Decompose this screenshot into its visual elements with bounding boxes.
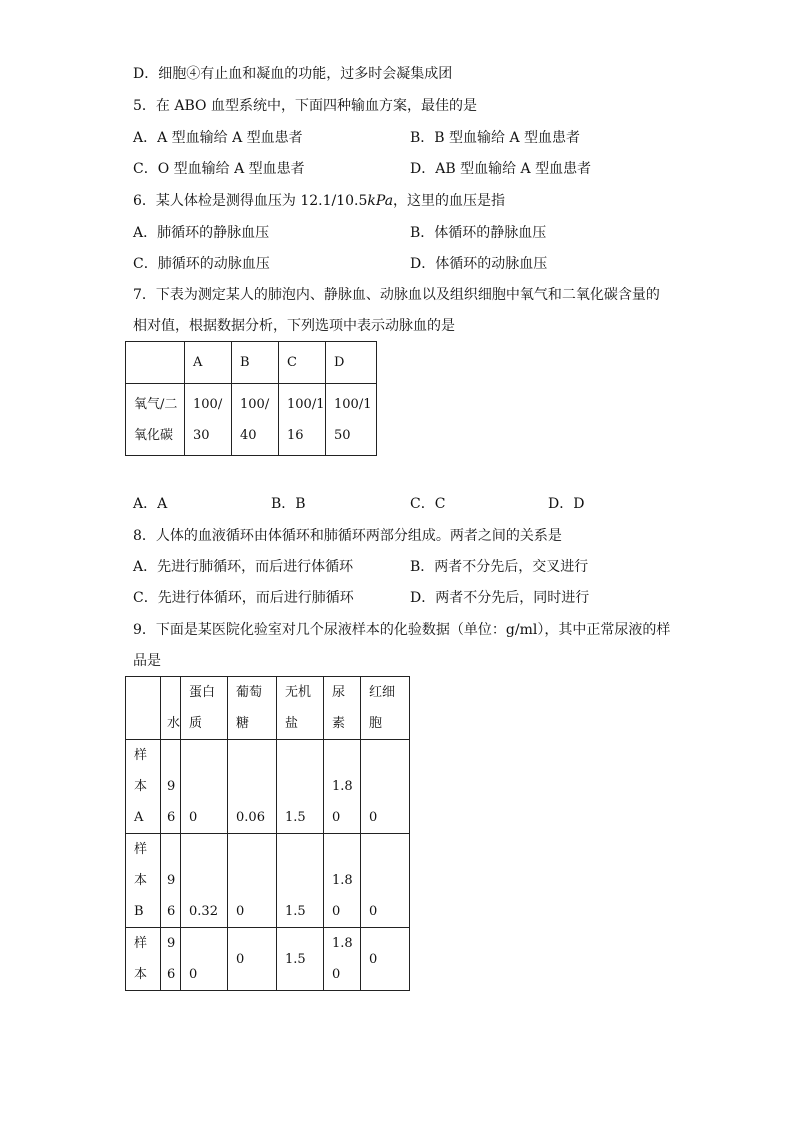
q5-option-a: A．A 型血输给 A 型血患者 <box>133 130 303 146</box>
q9-header-blank <box>126 677 161 740</box>
q9-row-a-rbc: 0 <box>361 740 410 834</box>
q9-header-water: 水 <box>161 677 181 740</box>
q7-row-label: 氧气/二 氧化碳 <box>126 384 185 456</box>
q7-cell-a: 100/ 30 <box>185 384 232 456</box>
q9-header-rbc: 红细 胞 <box>361 677 410 740</box>
q9-row-a-water: 9 6 <box>161 740 181 834</box>
q8-option-d: D．两者不分先后，同时进行 <box>410 590 590 606</box>
q8-option-a: A．先进行肺循环，而后进行体循环 <box>133 559 354 575</box>
q9-row-b-urea: 1.8 0 <box>324 834 361 928</box>
q6-stem-unit: kPa <box>367 193 394 209</box>
q8-stem: 8．人体的血液循环由体循环和肺循环两部分组成。两者之间的关系是 <box>133 528 562 544</box>
q7-cell-b: 100/ 40 <box>232 384 279 456</box>
q7-stem-line1: 7．下表为测定某人的肺泡内、静脉血、动脉血以及组织细胞中氧气和二氧化碳含量的 <box>133 287 660 303</box>
q9-row-c <box>126 928 410 991</box>
q7-option-c: C．C <box>410 496 446 512</box>
q9-row-c-urea: 1.8 0 <box>324 928 361 991</box>
q9-row-b-water: 9 6 <box>161 834 181 928</box>
q9-header-salt: 无机 盐 <box>277 677 324 740</box>
q6-stem <box>133 191 505 211</box>
q7-header-a: A <box>185 342 232 384</box>
q9-row-c-glucose: 0 <box>228 928 277 991</box>
q9-row-c-rbc: 0 <box>361 928 410 991</box>
q9-row-a <box>126 740 410 834</box>
q9-row-a-label: 样 本 A <box>126 740 161 834</box>
q9-row-c-salt: 1.5 <box>277 928 324 991</box>
q6-option-d: D．体循环的动脉血压 <box>410 256 548 272</box>
q9-row-b-salt: 1.5 <box>277 834 324 928</box>
q6-option-a: A．肺循环的静脉血压 <box>133 225 270 241</box>
q9-header-urea: 尿 素 <box>324 677 361 740</box>
q9-row-b-protein: 0.32 <box>181 834 228 928</box>
q7-header-c: C <box>279 342 326 384</box>
q8-option-c: C．先进行体循环，而后进行肺循环 <box>133 590 354 606</box>
q9-row-a-urea: 1.8 0 <box>324 740 361 834</box>
q6-option-b: B．体循环的静脉血压 <box>410 225 547 241</box>
q5-option-c: C．O 型血输给 A 型血患者 <box>133 161 305 177</box>
q6-option-c: C．肺循环的动脉血压 <box>133 256 270 272</box>
q5-option-b: B．B 型血输给 A 型血患者 <box>410 130 581 146</box>
q7-cell-d: 100/1 50 <box>326 384 377 456</box>
q6-stem-post: ，这里的血压是指 <box>393 193 506 209</box>
q4-option-d: D．细胞④有止血和凝血的功能，过多时会凝集成团 <box>133 66 453 82</box>
q9-row-b-glucose: 0 <box>228 834 277 928</box>
q7-table <box>125 341 377 456</box>
q9-table <box>125 676 410 991</box>
q7-option-a: A．A <box>133 496 168 512</box>
q9-row-c-protein: 0 <box>181 928 228 991</box>
q9-row-a-glucose: 0.06 <box>228 740 277 834</box>
q6-stem-pre: 6．某人体检是测得血压为 12.1/10.5 <box>133 193 368 209</box>
q7-option-b: B．B <box>271 496 306 512</box>
q7-table-data-row <box>126 384 377 456</box>
q9-stem-line1: 9．下面是某医院化验室对几个尿液样本的化验数据（单位：g/ml），其中正常尿液的样 <box>133 622 671 638</box>
q5-option-d: D．AB 型血输给 A 型血患者 <box>410 161 592 177</box>
q9-header-protein: 蛋白 质 <box>181 677 228 740</box>
q7-header-b: B <box>232 342 279 384</box>
q7-table-header-row <box>126 342 377 384</box>
q9-row-c-label: 样 本 <box>126 928 161 991</box>
q5-stem: 5．在 ABO 血型系统中，下面四种输血方案，最佳的是 <box>133 98 477 114</box>
q8-option-b: B．两者不分先后，交叉进行 <box>410 559 589 575</box>
q7-option-d: D．D <box>548 496 585 512</box>
q7-header-blank <box>126 342 185 384</box>
q7-header-d: D <box>326 342 377 384</box>
q7-cell-c: 100/1 16 <box>279 384 326 456</box>
q9-row-b-rbc: 0 <box>361 834 410 928</box>
q9-row-c-water: 9 6 <box>161 928 181 991</box>
q7-stem-line2: 相对值，根据数据分析，下列选项中表示动脉血的是 <box>133 318 455 334</box>
q9-row-b <box>126 834 410 928</box>
q9-table-header-row <box>126 677 410 740</box>
q9-row-a-protein: 0 <box>181 740 228 834</box>
q9-row-a-salt: 1.5 <box>277 740 324 834</box>
q9-header-glucose: 葡萄 糖 <box>228 677 277 740</box>
q9-stem-line2: 品是 <box>133 653 161 669</box>
q9-row-b-label: 样 本 B <box>126 834 161 928</box>
